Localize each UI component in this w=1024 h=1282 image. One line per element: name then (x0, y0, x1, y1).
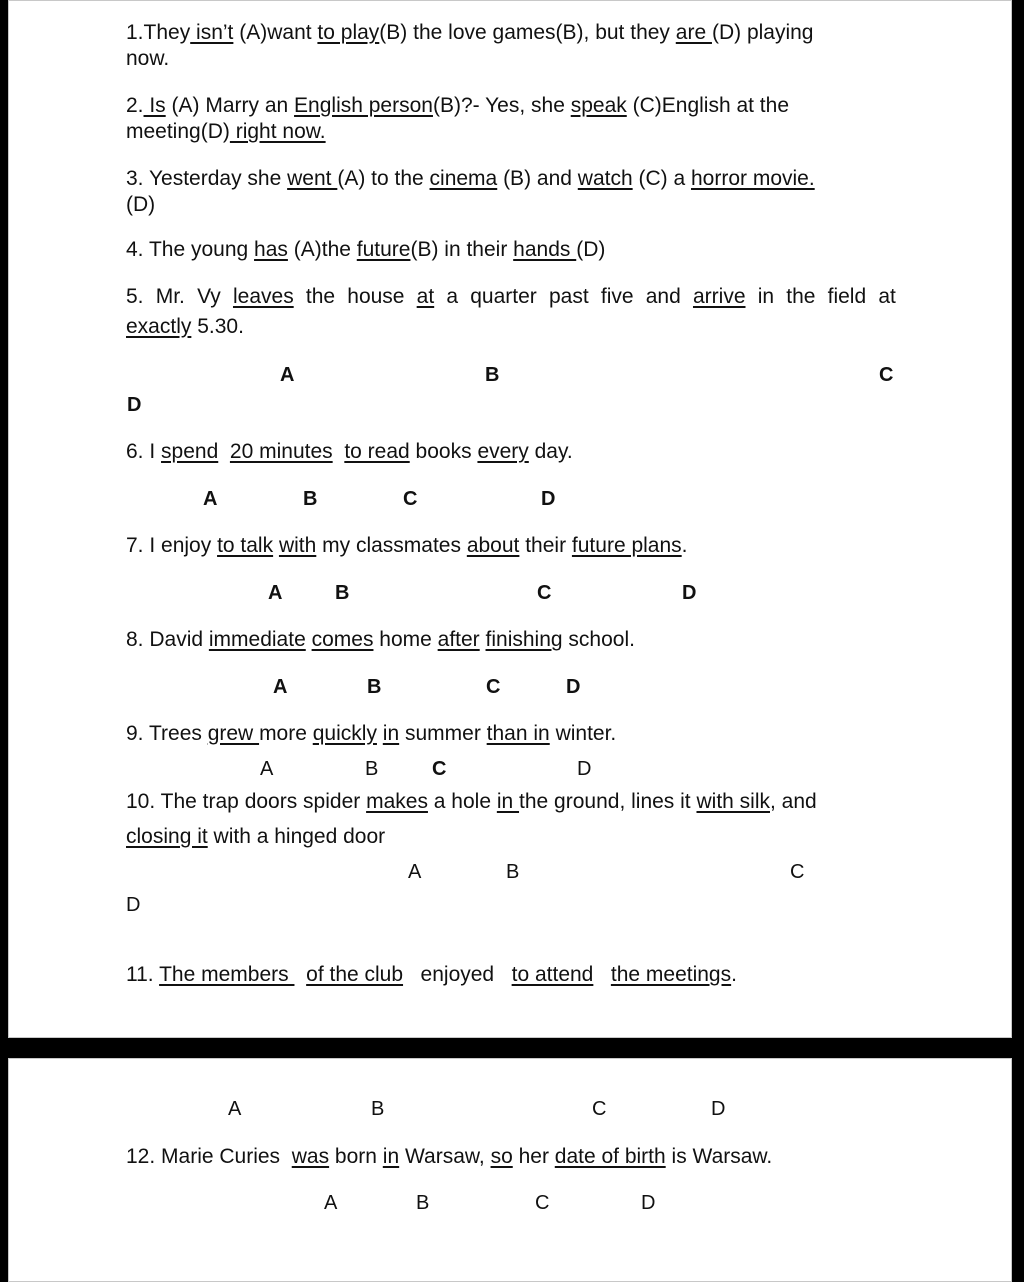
q5-label-c: C (879, 364, 894, 386)
q9-label-d: D (577, 758, 592, 780)
question-2-line-1: 2. Is (A) Marry an English person(B)?- Yes, she speak (C)English at the (126, 94, 790, 117)
q8-label-b: B (367, 676, 382, 698)
q10-label-c: C (790, 861, 805, 883)
question-12: 12. Marie Curies was born in Warsaw, so her date of birth is Warsaw. (126, 1145, 773, 1168)
q11-label-c: C (592, 1098, 607, 1120)
q9-label-c: C (432, 758, 447, 780)
q6-label-c: C (403, 488, 418, 510)
question-4: 4. The young has (A)the future(B) in their hands (D) (126, 238, 606, 261)
q8-label-d: D (566, 676, 581, 698)
q7-label-c: C (537, 582, 552, 604)
q10-label-a: A (408, 861, 422, 883)
q9-label-a: A (260, 758, 274, 780)
q7-label-d: D (682, 582, 697, 604)
q8-label-a: A (273, 676, 288, 698)
question-2-line-2: meeting(D) right now. (126, 120, 326, 143)
question-1-line-2: now. (126, 47, 170, 70)
page-gap (0, 1040, 1024, 1058)
q11-label-a: A (228, 1098, 242, 1120)
q6-label-a: A (203, 488, 218, 510)
q12-label-c: C (535, 1192, 550, 1214)
question-5-line-1: 5. Mr. Vy leaves the house at a quarter past five and arrive in the field at (126, 285, 896, 308)
worksheet-page-2 (8, 1058, 1012, 1282)
q7-label-a: A (268, 582, 283, 604)
q12-label-b: B (416, 1192, 430, 1214)
question-11: 11. The members of the club enjoyed to attend the meetings. (126, 963, 737, 986)
question-7: 7. I enjoy to talk with my classmates about their future plans. (126, 534, 688, 557)
q8-label-c: C (486, 676, 501, 698)
q5-label-b: B (485, 364, 500, 386)
q10-label-d: D (126, 894, 141, 916)
q9-label-b: B (365, 758, 379, 780)
question-10-line-1: 10. The trap doors spider makes a hole in the ground, lines it with silk, and (126, 790, 817, 813)
question-6: 6. I spend 20 minutes to read books every day. (126, 440, 573, 463)
question-9: 9. Trees grew more quickly in summer than in winter. (126, 722, 617, 745)
question-3-line-1: 3. Yesterday she went (A) to the cinema (B) and watch (C) a horror movie. (126, 167, 815, 190)
question-5-line-2: exactly 5.30. (126, 315, 244, 338)
q6-label-d: D (541, 488, 556, 510)
question-1-line-1: 1.They isn’t (A)want to play(B) the love games(B), but they are (D) playing (126, 21, 814, 44)
q11-label-d: D (711, 1098, 726, 1120)
q7-label-b: B (335, 582, 350, 604)
q5-label-a: A (280, 364, 295, 386)
q5-label-d: D (127, 394, 142, 416)
q12-label-d: D (641, 1192, 656, 1214)
question-3-line-2: (D) (126, 193, 156, 216)
q12-label-a: A (324, 1192, 338, 1214)
q11-label-b: B (371, 1098, 385, 1120)
q10-label-b: B (506, 861, 520, 883)
question-8: 8. David immediate comes home after finishing school. (126, 628, 635, 651)
q6-label-b: B (303, 488, 318, 510)
question-10-line-2: closing it with a hinged door (126, 825, 386, 848)
